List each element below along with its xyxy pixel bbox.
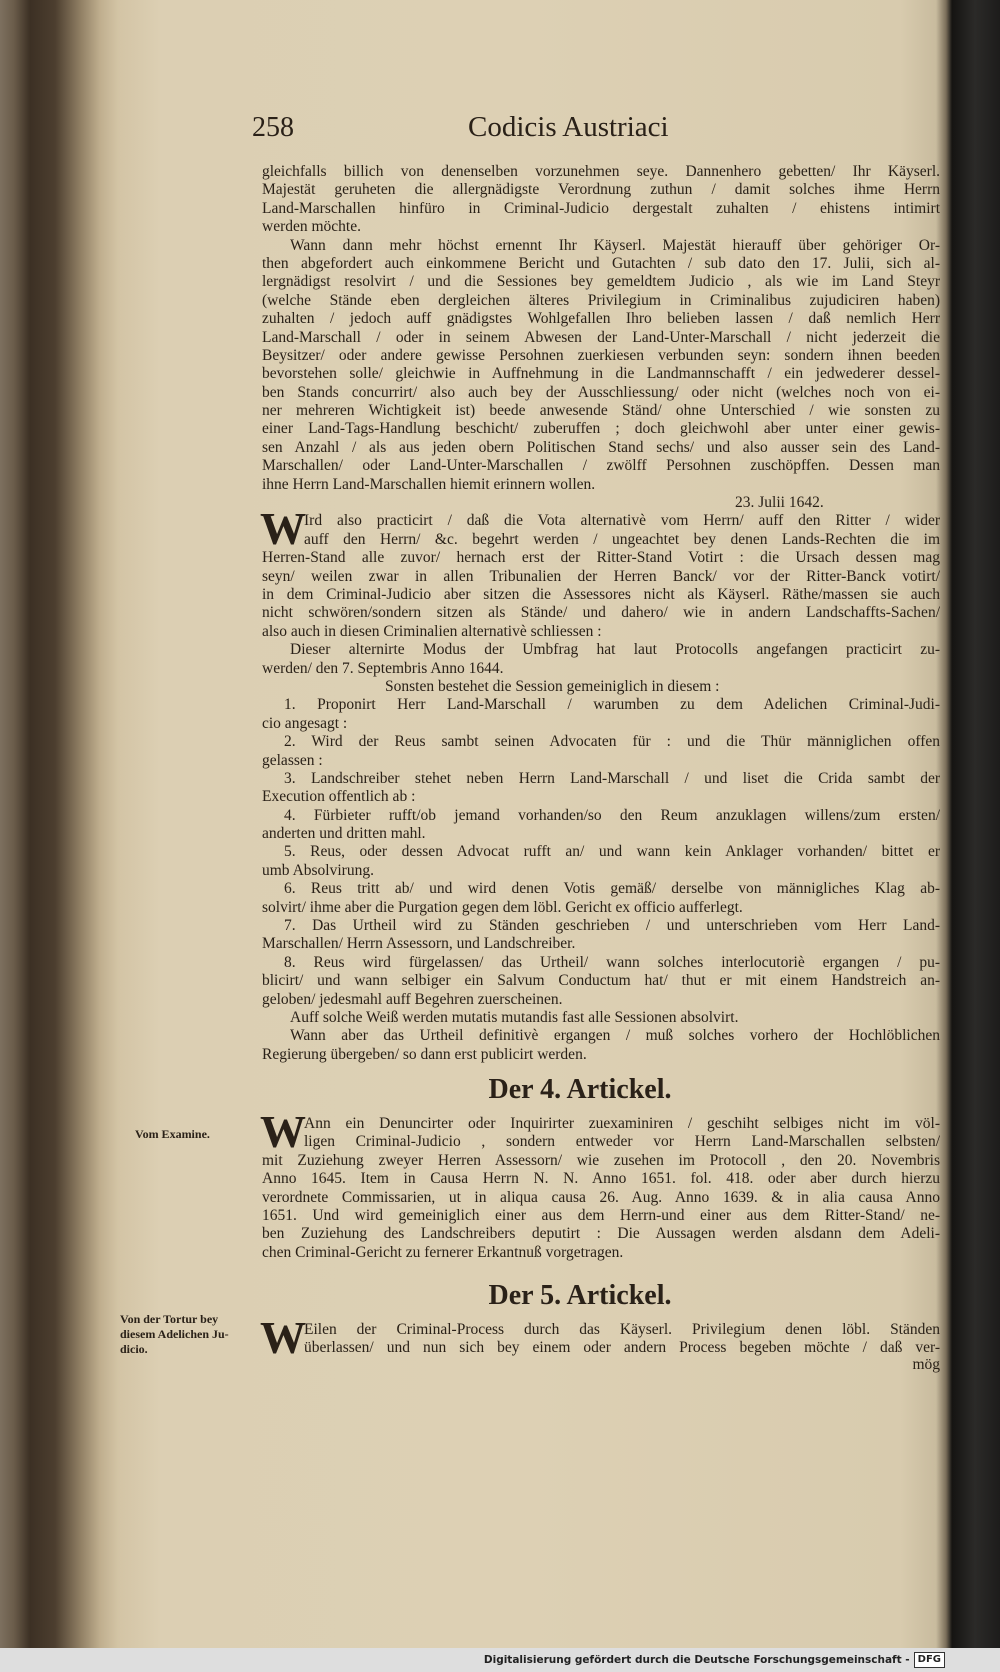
text-line: ihne Herrn Land-Marschallen hiemit erinnern wollen. (262, 475, 596, 493)
text-line: 8. Reus wird fürgelassen/ das Urtheil/ wann solches interlocutoriè ergangen / pu- (284, 953, 940, 971)
text-line: anderten und dritten mahl. (262, 825, 426, 843)
session-step (262, 880, 940, 917)
margin-note-article-4: Vom Examine. (135, 1127, 210, 1141)
absolution-note: Auff solche Weiß werden mutatis mutandis fast alle Sessionen absolvirt. (290, 1008, 739, 1026)
text-line: 6. Reus tritt ab/ und wird denen Votis gemäß/ derselbe von männigliches Klag ab- (284, 880, 940, 898)
text-line: Land-Marschallen hinfüro in Criminal-Judicio dergestalt zuhalten / ehistens intimirt (262, 199, 940, 217)
margin-note-line: diesem Adelichen Ju- (120, 1327, 229, 1341)
text-line: Ird also practicirt / daß die Vota alternativè vom Herrn/ auff den Ritter / wider (304, 512, 940, 530)
text-line: Beysitzer/ oder andere gewisse Persohnen zuerkiesen verbunden seyn: sondern ihnen beeden (262, 346, 940, 364)
text-line: einer Land-Tags-Handlung beschicht/ zuberuffen ; doch gleichwohl aber unter einer gewis- (262, 420, 940, 438)
text-line: solvirt/ ihme aber die Purgation gegen dem löbl. Gericht ex officio aufferlegt. (262, 898, 743, 916)
text-line: werden möchte. (262, 218, 361, 236)
text-line: Eilen der Criminal-Process durch das Käyserl. Privilegium denen löbl. Ständen (304, 1321, 940, 1338)
page-number: 258 (252, 112, 294, 143)
session-intro: Sonsten bestehet die Session gemeiniglich in diesem : (385, 677, 720, 695)
drop-cap: W (260, 1106, 306, 1157)
text-line: verordnete Commissarien, ut in aliqua causa 26. Aug. Anno 1639. & in alia causa Anno (262, 1188, 940, 1206)
text-line: ben Zuziehung des Landschreibers deputirt : Die Aussagen werden alsdann dem Adeli- (262, 1225, 940, 1243)
text-line: also auch in diesen Criminalien alternativè schliessen : (262, 622, 602, 640)
session-step (262, 733, 940, 770)
text-line: ner mehreren Wichtigkeit ist) beede anwesende Ständ/ ohne Unterschied / wie sonsten zu (262, 402, 940, 420)
text-line: 1651. Und wird gemeiniglich einer aus dem Herrn-und einer aus dem Ritter-Stand/ ne- (262, 1206, 940, 1224)
dfg-logo: DFG (914, 1652, 945, 1668)
session-step (262, 954, 940, 1009)
text-line: 5. Reus, oder dessen Advocat rufft an/ und wann kein Anklager vorhanden/ bittet er (284, 843, 940, 861)
footer-credit: Digitalisierung gefördert durch die Deutsche Forschungsgemeinschaft - (483, 1654, 910, 1666)
text-line: Land-Marschall / oder in seinem Abwesen der Land-Unter-Marschall / nicht jederzeit die (262, 328, 940, 346)
text-line: Wann aber das Urtheil definitivè ergangen / muß solches vorhero der Hochlöblichen (290, 1027, 940, 1045)
drop-cap: W (260, 503, 306, 555)
text-line: Dieser alternirte Modus der Umbfrag hat laut Protocolls angefangen practicirt zu- (290, 641, 940, 659)
text-line: lergnädigst resolvirt / und die Sessiones bey gemeldtem Judicio , als wie im Land Steyr (262, 273, 940, 291)
text-line: Regierung übergeben/ so dann erst publicirt werden. (262, 1045, 587, 1063)
article-5-heading: Der 5. Artickel. (488, 1280, 672, 1311)
text-line: 7. Das Urtheil wird zu Ständen geschrieben / und unterschrieben vom Herr Land- (284, 917, 940, 935)
text-line: werden/ den 7. Septembris Anno 1644. (262, 659, 504, 677)
text-line: Marschallen/ oder Land-Unter-Marschallen / zwölff Persohnen zuschöpffen. Dessen man (262, 457, 940, 475)
session-step (262, 843, 940, 880)
text-line: Majestät geruheten die allergnädigste Verordnung zuthun / damit solches ihme Herrn (262, 181, 940, 199)
text-line: zuhalten / jedoch auff gnädigstes Wohlgefallen Ihro belieben lassen / daß nemlich Herr (262, 310, 940, 328)
text-line: gelassen : (262, 751, 323, 769)
text-line: Execution offentlich ab : (262, 788, 416, 806)
text-line: überlassen/ und nun sich bey einem oder andern Process begeben möchte / daß ver- (304, 1339, 940, 1357)
text-line: (welche Stände eben dergleichen älteres Privilegium in Criminalibus zujudiciren haben) (262, 291, 940, 309)
text-line: 2. Wird der Reus sambt seinen Advocaten für : und die Thür männiglichen offen (284, 733, 940, 751)
text-line: Ann ein Denuncirter oder Inquirirter zuexaminiren / geschiht selbiges nicht im völ- (304, 1115, 940, 1132)
article-4-text (260, 1106, 940, 1262)
text-line: Marschallen/ Herrn Assessorn, und Landschreiber. (262, 935, 576, 953)
text-line: then abgefordert auch einkommene Bericht und Gutachten / sub dato den 17. Julii, sich al- (262, 254, 940, 272)
margin-note-line: Von der Tortur bey (120, 1312, 219, 1326)
text-line: 3. Landschreiber stehet neben Herrn Land-Marschall / und liset die Crida sambt der (284, 769, 940, 787)
text-line: umb Absolvirung. (262, 861, 374, 879)
paragraph-resolution (262, 237, 940, 513)
catchword: mög (912, 1356, 940, 1373)
text-line: auff den Herrn/ &c. begehrt werden / ungeachtet bey denen Lands-Rechten die im (304, 530, 940, 548)
text-line: Wann dann mehr höchst ernennt Ihr Käyserl. Majestät hierauff über gehöriger Or- (290, 236, 940, 254)
session-step (262, 770, 940, 807)
text-line: sen Anzahl / als aus jeden obern Politischen Stand sechs/ und also ausser sein des Land- (262, 438, 940, 456)
drop-cap: W (260, 1312, 306, 1363)
running-title: Codicis Austriaci (468, 111, 669, 143)
article-5-text (260, 1312, 940, 1363)
paragraph-tortur (260, 1312, 940, 1363)
session-step (262, 807, 940, 844)
text-line: ligen Criminal-Judicio , sondern entweder vor Herrn Land-Marschallen selbsten/ (304, 1133, 940, 1151)
text-line: geloben/ jedesmahl auff Begehren zuerscheinen. (262, 990, 563, 1008)
text-line: cio angesagt : (262, 714, 348, 732)
session-step (262, 696, 940, 733)
text-line: 4. Fürbieter rufft/ob jemand vorhanden/so den Reum anzuklagen willens/zum ersten/ (284, 806, 940, 824)
paragraph-modus (262, 641, 940, 678)
main-text (262, 163, 940, 1064)
text-line: 1. Proponirt Herr Land-Marschall / warumben zu dem Adelichen Criminal-Judi- (284, 696, 940, 714)
paragraph-continuation (262, 163, 940, 237)
text-line: chen Criminal-Gericht zu fernerer Erkantnuß vorgetragen. (262, 1243, 624, 1261)
date-line: 23. Julii 1642. (735, 494, 824, 512)
margin-note-line: dicio. (120, 1342, 148, 1356)
article-4-heading: Der 4. Artickel. (488, 1074, 672, 1105)
text-line: Herren-Stand alle zuvor/ hernach erst der Ritter-Stand Votirt : die Ursach dessen mag (262, 549, 940, 567)
paragraph-final-judgment (262, 1027, 940, 1064)
paragraph-examine (260, 1106, 940, 1262)
text-line: mit Zuziehung zweyer Herren Assessorn/ wie zusehen im Protocoll , den 20. Novembris (262, 1151, 940, 1169)
text-line: ben Stands concurrirt/ also auch bey der Ausschliessung/ oder nicht (welches noch von ei- (262, 383, 940, 401)
text-line: seyn/ weilen zwar in allen Tribunalien der Herren Banck/ vor der Ritter-Banck votirt/ (262, 567, 940, 585)
text-line: in dem Criminal-Judicio aber sitzen die Assessores nicht als Käyserl. Räthe/massen sie auch (262, 585, 940, 603)
text-line: nicht schwören/sondern sitzen als Stände/ und dahero/ wie in andern Landschaffts-Sachen/ (262, 604, 940, 622)
session-step (262, 917, 940, 954)
text-line: Anno 1645. Item in Causa Herrn N. N. Anno 1651. fol. 418. oder aber durch hierzu (262, 1170, 940, 1188)
margin-note-article-5 (120, 1312, 229, 1357)
footer-bar (0, 1648, 1000, 1672)
text-line: gleichfalls billich von denenselben vorzunehmen seye. Dannenhero gebetten/ Ihr Käyserl. (262, 163, 940, 180)
text-line: blicirt/ und wann selbiger ein Salvum Conductum hat/ thut er mit einem Handstreich an- (262, 972, 940, 990)
text-line: bevorstehen solle/ gleichwie in Auffnehmung in die Landmannschafft / ein jedwederer dessel- (262, 365, 940, 383)
